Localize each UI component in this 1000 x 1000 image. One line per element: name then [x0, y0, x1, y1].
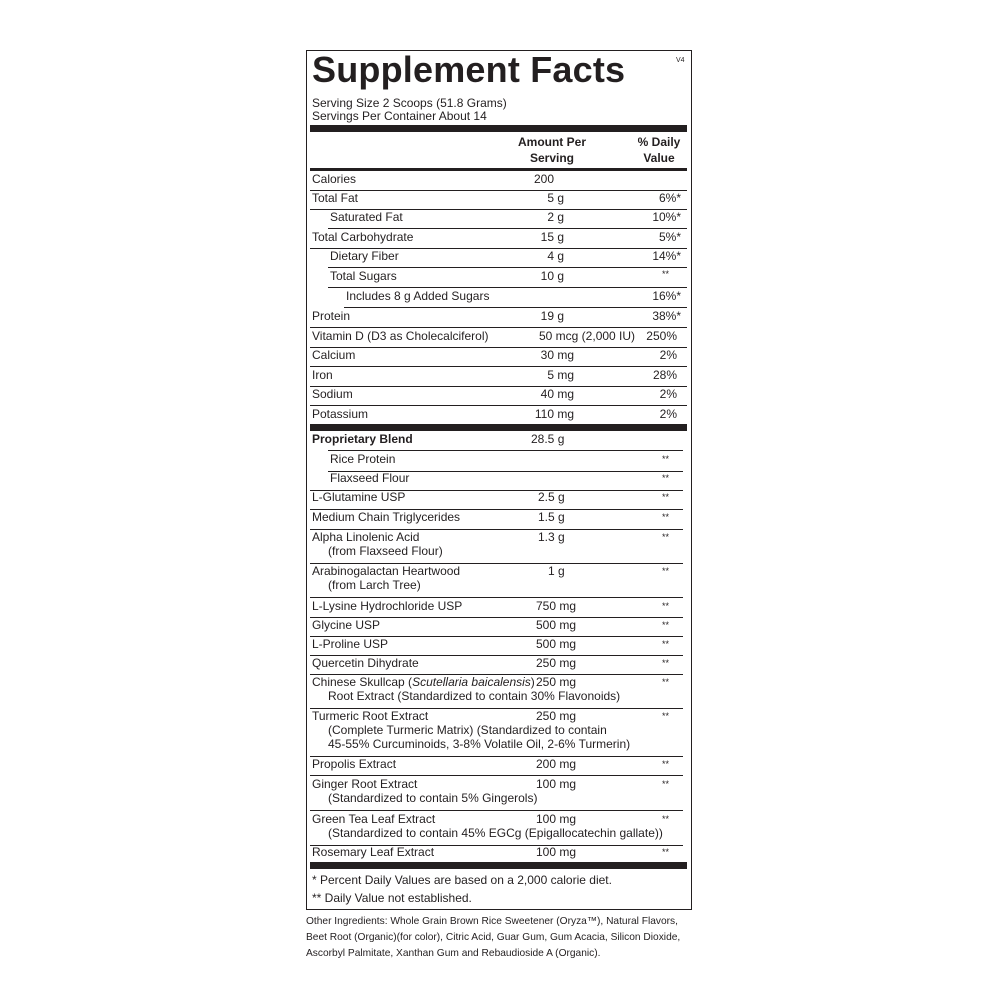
blend-row — [310, 452, 687, 471]
nutrient-row — [310, 172, 687, 190]
ingredient-name — [312, 709, 630, 751]
blend-row — [310, 757, 687, 775]
ingredient-daily-value: ** — [661, 512, 669, 522]
ingredient-name — [312, 618, 380, 632]
medium-divider — [310, 168, 687, 171]
nutrient-daily-value: ** — [661, 269, 669, 279]
ingredient-detail: 45-55% Curcuminoids, 3-8% Volatile Oil, 2-6% Turmerin) — [328, 737, 631, 751]
row-divider — [344, 307, 687, 308]
ingredient-detail: (from Flaxseed Flour) — [328, 544, 443, 558]
nutrient-amount: 50 mcg (2,000 IU) — [539, 329, 636, 343]
nutrient-name: Vitamin D (D3 as Cholecalciferol) — [312, 329, 489, 343]
ingredient-amount: 28.5 g — [531, 432, 565, 446]
nutrient-name: Total Fat — [312, 191, 359, 205]
nutrient-row — [310, 191, 687, 209]
blend-row — [310, 777, 687, 810]
ingredient-name — [312, 564, 460, 592]
row-divider — [310, 597, 683, 598]
nutrient-daily-value: 2% — [659, 387, 677, 401]
ingredient-label: Medium Chain Triglycerides — [312, 510, 461, 524]
ingredient-name — [312, 637, 388, 651]
nutrient-row — [310, 249, 687, 267]
nutrient-amount: 5 g — [547, 191, 564, 205]
ingredient-label: Rice Protein — [330, 452, 396, 466]
nutrient-name: Potassium — [312, 407, 369, 421]
blend-row — [310, 510, 687, 529]
blend-row — [310, 637, 687, 655]
nutrient-name: Includes 8 g Added Sugars — [346, 289, 490, 303]
panel-title: Supplement Facts — [312, 49, 626, 90]
ingredient-daily-value: ** — [661, 473, 669, 483]
nutrient-amount: 19 g — [540, 309, 564, 323]
ingredient-amount: 1.3 g — [538, 530, 565, 544]
row-divider — [328, 228, 687, 229]
ingredient-daily-value: ** — [661, 566, 669, 576]
ingredient-detail: Root Extract (Standardized to contain 30% Flavonoids) — [328, 689, 621, 703]
ingredient-name-part: Chinese Skullcap ( — [312, 675, 413, 689]
ingredient-name — [312, 777, 537, 805]
ingredient-label: Alpha Linolenic Acid — [312, 530, 420, 544]
ingredient-amount: 250 mg — [536, 709, 577, 723]
other-ingredients-line: Other Ingredients: Whole Grain Brown Rice Sweetener (Oryza™), Natural Flavors, — [306, 916, 678, 927]
blend-row — [310, 618, 687, 636]
nutrient-row — [310, 289, 687, 307]
nutrient-row — [310, 368, 687, 386]
servings-per-container: Servings Per Container About 14 — [312, 109, 487, 123]
nutrient-amount: 110 mg — [534, 407, 574, 421]
nutrient-name: Calcium — [312, 348, 356, 362]
nutrient-daily-value: 250% — [646, 329, 677, 343]
ingredient-amount: 500 mg — [536, 618, 577, 632]
nutrient-row — [310, 210, 687, 228]
ingredient-label: Rosemary Leaf Extract — [312, 845, 435, 859]
ingredient-amount: 2.5 g — [538, 490, 565, 504]
nutrient-daily-value: 5%* — [658, 230, 681, 244]
ingredient-daily-value: ** — [661, 532, 669, 542]
ingredient-label: L-Glutamine USP — [312, 490, 406, 504]
ingredient-amount: 750 mg — [536, 599, 577, 613]
nutrient-name: Total Sugars — [330, 269, 397, 283]
nutrient-name: Sodium — [312, 387, 353, 401]
nutrient-row — [310, 348, 687, 366]
ingredient-detail: (Standardized to contain 45% EGCg (Epigallocatechin gallate)) — [328, 826, 663, 840]
blend-row — [310, 812, 687, 845]
row-divider — [310, 366, 687, 367]
nutrient-row — [310, 329, 687, 347]
ingredient-label: Glycine USP — [312, 618, 381, 632]
blend-row — [310, 490, 687, 509]
nutrient-amount: 15 g — [540, 230, 564, 244]
other-ingredients-line: Ascorbyl Palmitate, Xanthan Gum and Rebaudioside A (Organic). — [306, 948, 601, 959]
ingredient-label: Arabinogalactan Heartwood — [312, 564, 461, 578]
ingredient-name — [312, 452, 395, 466]
blend-row — [310, 656, 687, 674]
nutrient-amount: 30 mg — [540, 348, 574, 362]
ingredient-amount: 100 mg — [536, 812, 577, 826]
row-divider — [310, 810, 683, 811]
ingredient-label: Turmeric Root Extract — [312, 709, 429, 723]
blend-row — [310, 675, 687, 708]
row-divider — [328, 287, 687, 288]
ingredient-label: Green Tea Leaf Extract — [312, 812, 436, 826]
thick-divider — [310, 862, 687, 869]
blend-row — [310, 530, 687, 563]
blend-row — [310, 599, 687, 617]
ingredient-label: L-Proline USP — [312, 637, 389, 651]
ingredient-name — [312, 432, 413, 446]
row-divider — [328, 267, 687, 268]
ingredient-amount: 100 mg — [536, 845, 577, 859]
ingredient-name — [312, 812, 663, 840]
nutrient-row — [310, 309, 687, 327]
ingredient-amount: 1 g — [548, 564, 565, 578]
thick-divider — [310, 424, 687, 431]
nutrient-row — [310, 407, 687, 425]
ingredient-latin-name: Scutellaria baicalensis — [412, 675, 531, 689]
ingredient-detail: (Standardized to contain 5% Gingerols) — [328, 791, 538, 805]
nutrient-daily-value: 14%* — [652, 249, 681, 263]
ingredient-label: Proprietary Blend — [312, 432, 413, 446]
other-ingredients-line: Beet Root (Organic)(for color), Citric Acid, Guar Gum, Gum Acacia, Silicon Dioxide, — [306, 932, 681, 943]
thick-divider — [310, 125, 687, 132]
footnote-dv-not-established: ** Daily Value not established. — [312, 891, 472, 905]
ingredient-daily-value: ** — [661, 601, 669, 611]
ingredient-amount: 100 mg — [536, 777, 577, 791]
ingredient-label: L-Lysine Hydrochloride USP — [312, 599, 463, 613]
nutrient-daily-value: 2% — [659, 407, 677, 421]
nutrient-row — [310, 387, 687, 405]
nutrient-name: Calories — [312, 172, 357, 186]
ingredient-name — [312, 845, 434, 859]
ingredient-daily-value: ** — [661, 711, 669, 721]
nutrient-name: Dietary Fiber — [330, 249, 399, 263]
ingredient-daily-value: ** — [661, 454, 669, 464]
blend-row — [310, 709, 687, 756]
ingredient-label: Quercetin Dihydrate — [312, 656, 419, 670]
ingredient-label: Flaxseed Flour — [330, 471, 410, 485]
nutrient-name: Total Carbohydrate — [312, 230, 414, 244]
nutrient-daily-value: 2% — [659, 348, 677, 362]
nutrient-row — [310, 230, 687, 248]
ingredient-name — [312, 471, 409, 485]
ingredient-detail: (Complete Turmeric Matrix) (Standardized to contain — [328, 723, 607, 737]
nutrient-daily-value: 28% — [652, 368, 677, 382]
ingredient-label: Ginger Root Extract — [312, 777, 418, 791]
ingredient-amount: 500 mg — [536, 637, 577, 651]
ingredient-name — [312, 490, 405, 504]
nutrient-name: Protein — [312, 309, 351, 323]
blend-row — [310, 432, 687, 451]
nutrient-name: Saturated Fat — [330, 210, 403, 224]
footnote-percent-dv: * Percent Daily Values are based on a 2,000 calorie diet. — [312, 873, 612, 887]
ingredient-label: Propolis Extract — [312, 757, 397, 771]
nutrient-amount: 200 — [534, 172, 555, 186]
nutrient-amount: 2 g — [547, 210, 564, 224]
row-divider — [310, 327, 687, 328]
nutrient-daily-value: 38%* — [652, 309, 681, 323]
ingredient-daily-value: ** — [661, 658, 669, 668]
blend-row — [310, 471, 687, 490]
nutrient-amount: 4 g — [547, 249, 564, 263]
ingredient-name — [312, 757, 396, 771]
ingredient-name — [312, 530, 443, 558]
ingredient-name — [312, 510, 460, 524]
ingredient-daily-value: ** — [661, 814, 669, 824]
daily-value-header: % Daily Value — [637, 135, 681, 165]
ingredient-daily-value: ** — [661, 639, 669, 649]
nutrient-daily-value: 10%* — [652, 210, 681, 224]
ingredient-name — [312, 656, 419, 670]
nutrient-amount: 40 mg — [540, 387, 574, 401]
ingredient-daily-value: ** — [661, 759, 669, 769]
nutrient-daily-value: 16%* — [652, 289, 681, 303]
row-divider — [310, 775, 683, 776]
nutrient-amount: 10 g — [540, 269, 564, 283]
blend-row — [310, 845, 687, 863]
ingredient-daily-value: ** — [661, 677, 669, 687]
ingredient-daily-value: ** — [661, 620, 669, 630]
nutrient-row — [310, 269, 687, 287]
blend-row — [310, 564, 687, 597]
ingredient-daily-value: ** — [661, 779, 669, 789]
ingredient-amount: 250 mg — [536, 675, 577, 689]
serving-size: Serving Size 2 Scoops (51.8 Grams) — [312, 96, 507, 110]
ingredient-name — [312, 599, 462, 613]
version-code: V4 — [676, 57, 685, 64]
ingredient-daily-value: ** — [661, 847, 669, 857]
ingredient-detail: (from Larch Tree) — [328, 578, 421, 592]
row-divider — [310, 405, 687, 406]
other-ingredients — [306, 914, 696, 962]
ingredient-amount: 1.5 g — [538, 510, 565, 524]
ingredient-amount: 250 mg — [536, 656, 577, 670]
nutrient-amount: 5 mg — [547, 368, 574, 382]
amount-per-serving-header: Amount Per Serving — [517, 135, 586, 165]
ingredient-daily-value: ** — [661, 492, 669, 502]
ingredient-amount: 200 mg — [536, 757, 577, 771]
nutrient-name: Iron — [312, 368, 333, 382]
nutrient-daily-value: 6%* — [658, 191, 681, 205]
ingredient-name-part: ) — [530, 675, 535, 689]
